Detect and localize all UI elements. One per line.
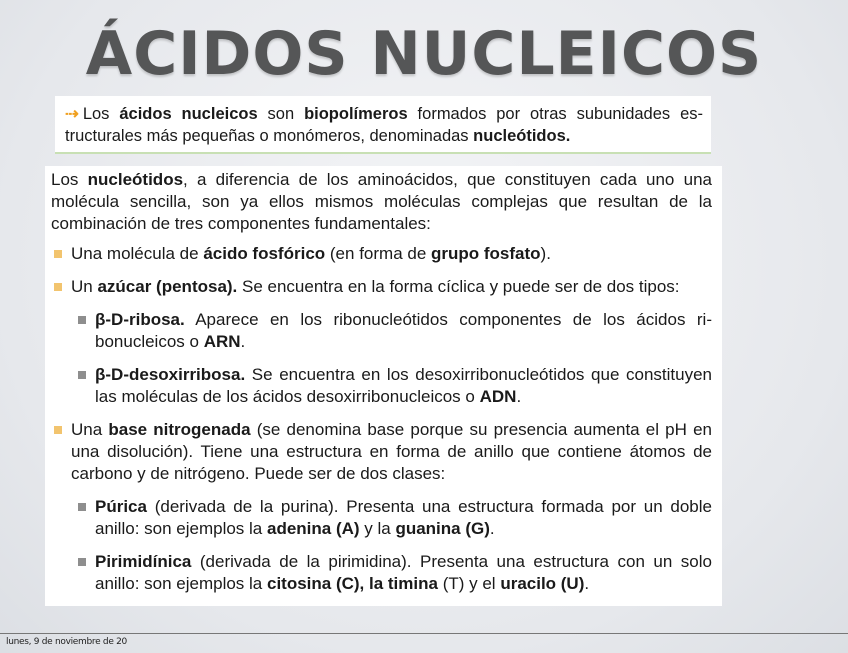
bullet-icon bbox=[54, 250, 62, 258]
sub-item-ribose: β-D-ribosa. Aparece en los ribonucleótidos componentes de los ácidos ribonucleicos o ARN. bbox=[51, 309, 712, 353]
list-item-nitrogen-base: Una base nitrogenada (se denomina base porque su presencia aumenta el pH en una disolución). Tiene una estructura en forma de anillo que contiene átomos de carbono y de nitrógeno. Puede ser de dos clases: bbox=[51, 419, 712, 485]
intro-paragraph: Los nucleótidos, a diferencia de los aminoácidos, que constituyen cada uno una molécula sencilla, son ya ellos mismos moléculas complejas que resultan de la combinación de tres componentes fundamentales: bbox=[51, 170, 712, 233]
sub-item-deoxyribose: β-D-desoxirribosa. Se encuentra en los desoxirribonucleótidos que constituyen las moléculas de los ácidos desoxirribonucleicos o ADN. bbox=[51, 364, 712, 408]
bullet-icon bbox=[54, 426, 62, 434]
sub-item-pyrimidine: Pirimidínica (derivada de la pirimidina). Presenta una estructura con un solo anillo: son ejemplos la citosina (C), la timina (T) y el uracilo (U). bbox=[51, 551, 712, 595]
dotted-arrow-icon: ⇢ bbox=[65, 105, 79, 123]
footer-date: lunes, 9 de noviembre de 20 bbox=[6, 637, 127, 647]
bullet-icon bbox=[78, 558, 86, 566]
bullet-icon bbox=[78, 503, 86, 511]
main-content-box bbox=[45, 166, 722, 606]
slide-title: ÁCIDOS NUCLEICOS bbox=[85, 19, 763, 89]
list-item-sugar: Un azúcar (pentosa). Se encuentra en la forma cíclica y puede ser de dos tipos: bbox=[51, 276, 712, 298]
list-item-phosphate: Una molécula de ácido fosfórico (en forma de grupo fosfato). bbox=[51, 243, 712, 265]
footer-divider bbox=[0, 633, 848, 634]
bullet-icon bbox=[54, 283, 62, 291]
bullet-icon bbox=[78, 316, 86, 324]
intro-definition-box: ⇢ Los ácidos nucleicos son biopolímeros formados por otras subunidades estructurales más pequeñas o monómeros, denominadas nucleótidos. bbox=[55, 96, 711, 154]
sub-item-purine: Púrica (derivada de la purina). Presenta una estructura formada por un doble anillo: son ejemplos la adenina (A) y la guanina (G). bbox=[51, 496, 712, 540]
bullet-icon bbox=[78, 371, 86, 379]
